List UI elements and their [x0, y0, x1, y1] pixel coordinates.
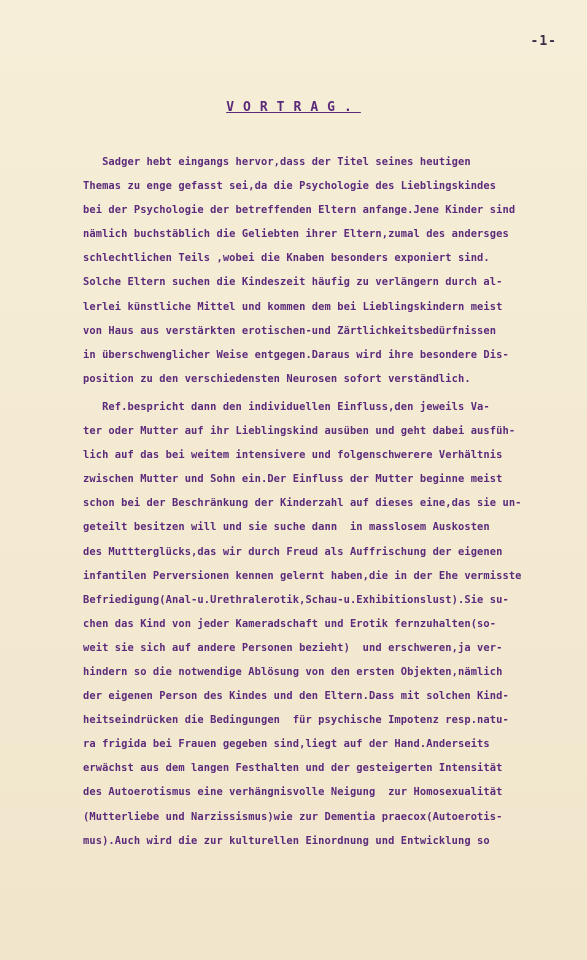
text-line: nämlich buchstäblich die Geliebten ihrer Eltern,zumal des andersges — [83, 228, 509, 241]
paragraph — [83, 395, 563, 853]
text-line: chen das Kind von jeder Kameradschaft und Erotik fernzuhalten(so- — [83, 617, 497, 630]
text-line: Themas zu enge gefasst sei,da die Psychologie des Lieblingskindes — [83, 180, 497, 193]
text-line: heitseindrücken die Bedingungen für psychische Impotenz resp.natu- — [83, 714, 509, 727]
text-line: position zu den verschiedensten Neurosen sofort verständlich. — [83, 372, 471, 385]
text-line: schlechtlichen Teils ,wobei die Knaben besonders exponiert sind. — [83, 252, 490, 265]
text-line: von Haus aus verstärkten erotischen-und Zärtlichkeitsbedürfnissen — [83, 324, 497, 337]
document-title: VORTRAG. — [226, 100, 361, 115]
text-line: Sadger hebt eingangs hervor,dass der Titel seines heutigen — [83, 156, 471, 168]
text-line: (Mutterliebe und Narzissismus)wie zur Dementia praecox(Autoerotis- — [83, 810, 503, 823]
text-line: ra frigida bei Frauen gegeben sind,liegt auf der Hand.Anderseits — [83, 738, 490, 751]
text-line: lich auf das bei weitem intensivere und folgenschwerere Verhältnis — [83, 449, 503, 462]
paragraph — [83, 150, 563, 391]
page-number: -1- — [530, 34, 557, 49]
text-line: weit sie sich auf andere Personen bezieht) und erschweren,ja ver- — [83, 641, 503, 654]
text-line: Solche Eltern suchen die Kindeszeit häufig zu verlängern durch al- — [83, 276, 503, 289]
text-line: erwächst aus dem langen Festhalten und der gesteigerten Intensität — [83, 762, 503, 775]
text-line: des Autoerotismus eine verhängnisvolle Neigung zur Homosexualität — [83, 786, 503, 799]
text-line: infantilen Perversionen kennen gelernt haben,die in der Ehe vermisste — [83, 569, 522, 582]
text-line: geteilt besitzen will und sie suche dann in masslosem Auskosten — [83, 521, 490, 534]
text-line: ter oder Mutter auf ihr Lieblingskind ausüben und geht dabei ausfüh- — [83, 425, 516, 438]
text-line: des Muttterglücks,das wir durch Freud als Auffrischung der eigenen — [83, 545, 503, 558]
document-body — [83, 150, 563, 853]
text-line: lerlei künstliche Mittel und kommen dem bei Lieblingskindern meist — [83, 300, 503, 313]
text-line: Befriedigung(Anal-u.Urethralerotik,Schau-u.Exhibitionslust).Sie su- — [83, 593, 509, 606]
text-line: bei der Psychologie der betreffenden Eltern anfange.Jene Kinder sind — [83, 204, 516, 217]
text-line: Ref.bespricht dann den individuellen Einfluss,den jeweils Va- — [83, 400, 490, 413]
text-line: zwischen Mutter und Sohn ein.Der Einfluss der Mutter beginne meist — [83, 473, 503, 486]
text-line: der eigenen Person des Kindes und den Eltern.Dass mit solchen Kind- — [83, 690, 509, 703]
text-line: schon bei der Beschränkung der Kinderzahl auf dieses eine,das sie un- — [83, 497, 522, 510]
text-line: in überschwenglicher Weise entgegen.Daraus wird ihre besondere Dis- — [83, 348, 509, 361]
text-line: hindern so die notwendige Ablösung von den ersten Objekten,nämlich — [83, 665, 503, 678]
text-line: mus).Auch wird die zur kulturellen Einordnung und Entwicklung so — [83, 834, 490, 847]
